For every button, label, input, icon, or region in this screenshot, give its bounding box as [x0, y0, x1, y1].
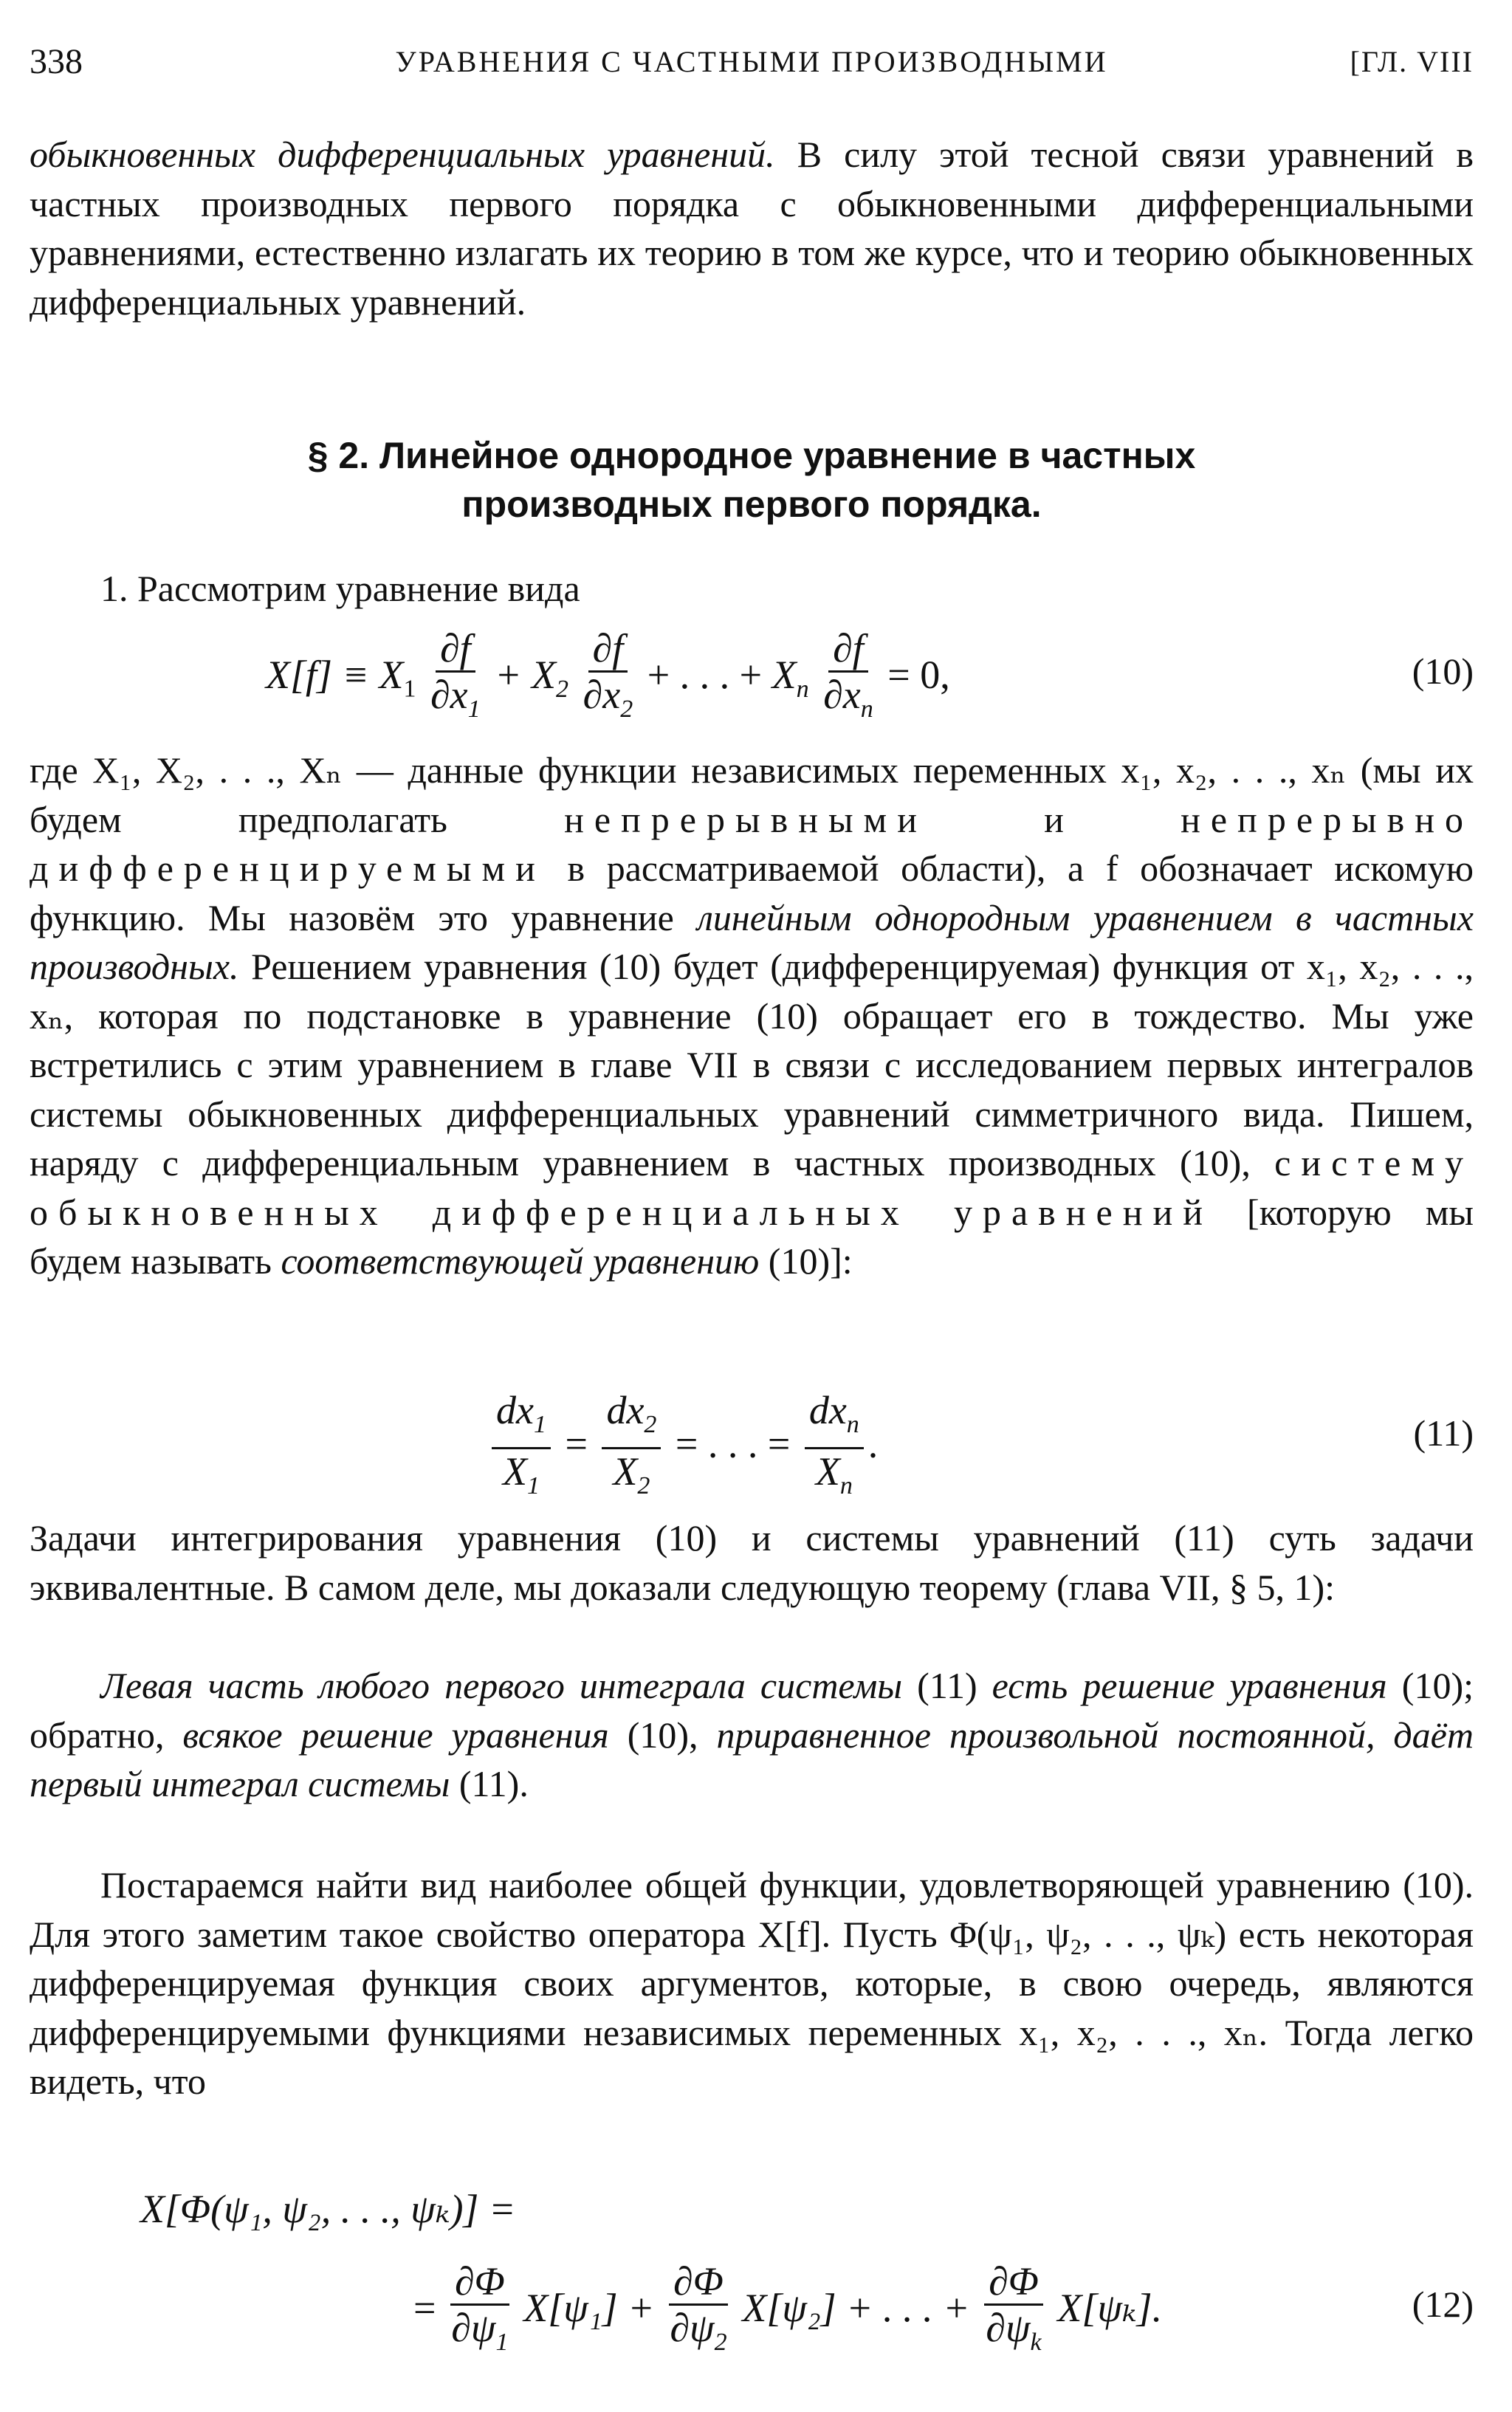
eq11-number: (11): [1413, 1412, 1474, 1454]
para2-spaced-1: непрерывными: [564, 798, 927, 840]
eq10-frac-2: $\frac{\partial f}{\partial x_2}$: [583, 626, 633, 723]
eq11-equals: =: [565, 1421, 588, 1466]
eq12-number: (12): [1412, 2284, 1474, 2325]
section-heading-line1: § 2. Линейное однородное уравнение в частных: [307, 435, 1196, 476]
eq12-frac-1: $\frac{\partial\Phi}{\partial\psi_1}$: [451, 2259, 509, 2356]
theorem-text-3: (10),: [608, 1714, 717, 1756]
eq12-term-1: X[ψ₁] +: [523, 2285, 655, 2330]
theorem-italic-4: приравненное произвольной постоянной, даёт первый интеграл системы: [30, 1714, 1474, 1804]
theorem-text-4: (11).: [450, 1763, 529, 1804]
eq11-period: .: [867, 1421, 879, 1466]
theorem-text-1: (11): [902, 1665, 992, 1706]
theorem-italic-2: есть решение уравнения: [992, 1665, 1387, 1706]
para4-text: Постараемся найти вид наиболее общей функции, удовлетворяющей уравнению (10). Для этого заметим такое свойство оператора X[f]. Пусть Φ(ψ₁, ψ₂, . . ., ψₖ) есть некоторая дифференцируемая функция своих аргументов, которые, в свою очередь, являются дифференцируемыми функциями независимых переменных x₁, x₂, . . ., xₙ. Тогда легко видеть, что: [30, 1864, 1474, 2102]
para2-text-6: (10)]:: [759, 1240, 853, 1282]
equation-12-line1: [30, 2185, 1474, 2244]
paragraph-2: [30, 746, 1474, 1286]
para2-spaced-2: непрерывно дифференцируемыми: [30, 798, 1474, 889]
intro-text: В силу этой тесной связи уравнений в частных производных первого порядка с обыкновенными дифференциальными уравнениями, естественно излагать их теорию в том же курсе, что и теорию обыкновенных дифференциальных уравнений.: [30, 134, 1474, 323]
section-heading: [30, 431, 1474, 529]
page-header: [30, 41, 1474, 93]
eq12-frac-k: $\frac{\partial\Phi}{\partial\psi_k}$: [984, 2259, 1043, 2365]
theorem-italic-3: всякое решение уравнения: [182, 1714, 609, 1756]
eq10-term-n: $X_n$: [772, 652, 809, 703]
item1-intro-text: 1. Рассмотрим уравнение вида: [100, 568, 580, 609]
equation-10-body: $X[f] \equiv X_1$ $\frac{\partial f}{\partial x_1}$ + $X_2$ $\frac{\partial f}{\partial x_2}$ + . . . + $X_n$ $\frac{\partial f}{\partial x_n}$ = 0,: [266, 626, 950, 732]
eq10-frac-n: $\frac{\partial f}{\partial x_n}$: [823, 626, 873, 723]
eq12-frac-2: $\frac{\partial\Phi}{\partial\psi_2}$: [670, 2259, 727, 2356]
eq12-lead: =: [413, 2285, 436, 2330]
equation-12-body: [413, 2259, 1162, 2365]
page-number: 338: [30, 42, 83, 81]
eq11-frac-n: $\frac{dx_n}{X_n}$: [805, 1388, 864, 1508]
equation-11-body: [487, 1388, 878, 1508]
intro-italic-lead: обыкновенных дифференциальных уравнений.: [30, 134, 775, 175]
para2-italic-1: линейным однородным уравнением в частных производных.: [30, 896, 1474, 987]
para3-text: Задачи интегрирования уравнения (10) и системы уравнений (11) суть задачи эквивалентные. В самом деле, мы доказали следующую теорему (глава VII, § 5, 1):: [30, 1517, 1474, 1608]
intro-paragraph: [30, 130, 1474, 326]
para2-text-1: где X₁, X₂, . . ., Xₙ — данные функции независимых переменных x₁, x₂, . . ., xₙ (мы их будем предполагать: [30, 749, 1474, 840]
eq12-line1: X[Φ(ψ₁, ψ₂, . . ., ψₖ)] =: [140, 2187, 516, 2231]
para2-text-4: Решением уравнения (10) будет (дифференцируемая) функция от x₁, x₂, . . ., xₙ, которая по подстановке в уравнение (10) обращает его в тождество. Мы уже встретились с этим уравнением в главе VII в связи с исследованием первых интегралов системы обыкновенных дифференциальных уравнений симметричного вида. Пишем, наряду с дифференциальным уравнением в частных производных (10),: [30, 946, 1474, 1183]
eq11-dots: = . . . =: [675, 1421, 791, 1466]
eq11-frac-2: $\frac{dx_2}{X_2}$: [602, 1388, 661, 1508]
para2-spaced-3: систему обыкновенных дифференциальных уравнений: [30, 1142, 1474, 1233]
theorem: [30, 1661, 1474, 1809]
para2-text-2: и: [927, 798, 1181, 840]
paragraph-3: [30, 1513, 1474, 1612]
equation-10: [30, 626, 1474, 723]
eq10-lhs: X[f] ≡ X: [266, 652, 404, 697]
chapter-label: [ГЛ. VIII: [1350, 45, 1474, 78]
equation-11: [30, 1388, 1474, 1499]
running-title: УРАВНЕНИЯ С ЧАСТНЫМИ ПРОИЗВОДНЫМИ: [395, 45, 1108, 78]
theorem-text-2: (10); обратно,: [30, 1665, 1474, 1756]
section-heading-line2: производных первого порядка.: [461, 484, 1042, 525]
para2-italic-2: соответствующей уравнению: [281, 1240, 760, 1282]
eq12-term-3: X[ψₖ].: [1057, 2285, 1163, 2330]
paragraph-4: [30, 1860, 1474, 2106]
equation-12-line2: [30, 2259, 1474, 2356]
eq11-frac-1: $\frac{dx_1}{X_1}$: [492, 1388, 551, 1508]
para2-text-3: в рассматриваемой области), а f обозначает искомую функцию. Мы назовём это уравнение: [30, 848, 1474, 938]
eq10-frac-1: $\frac{\partial f}{\partial x_1}$: [430, 626, 481, 723]
eq10-equals-zero: = 0,: [887, 652, 950, 697]
para2-text-5: [которую мы будем называть: [30, 1191, 1474, 1282]
item1-intro: [30, 564, 1474, 614]
eq12-term-2: X[ψ₂] + . . . +: [742, 2285, 970, 2330]
eq10-number: (10): [1412, 650, 1474, 692]
theorem-italic-1: Левая часть любого первого интеграла системы: [100, 1665, 903, 1706]
eq10-plus-dots: + . . . +: [647, 652, 763, 697]
eq10-term-2: + $X_2$: [495, 652, 569, 703]
